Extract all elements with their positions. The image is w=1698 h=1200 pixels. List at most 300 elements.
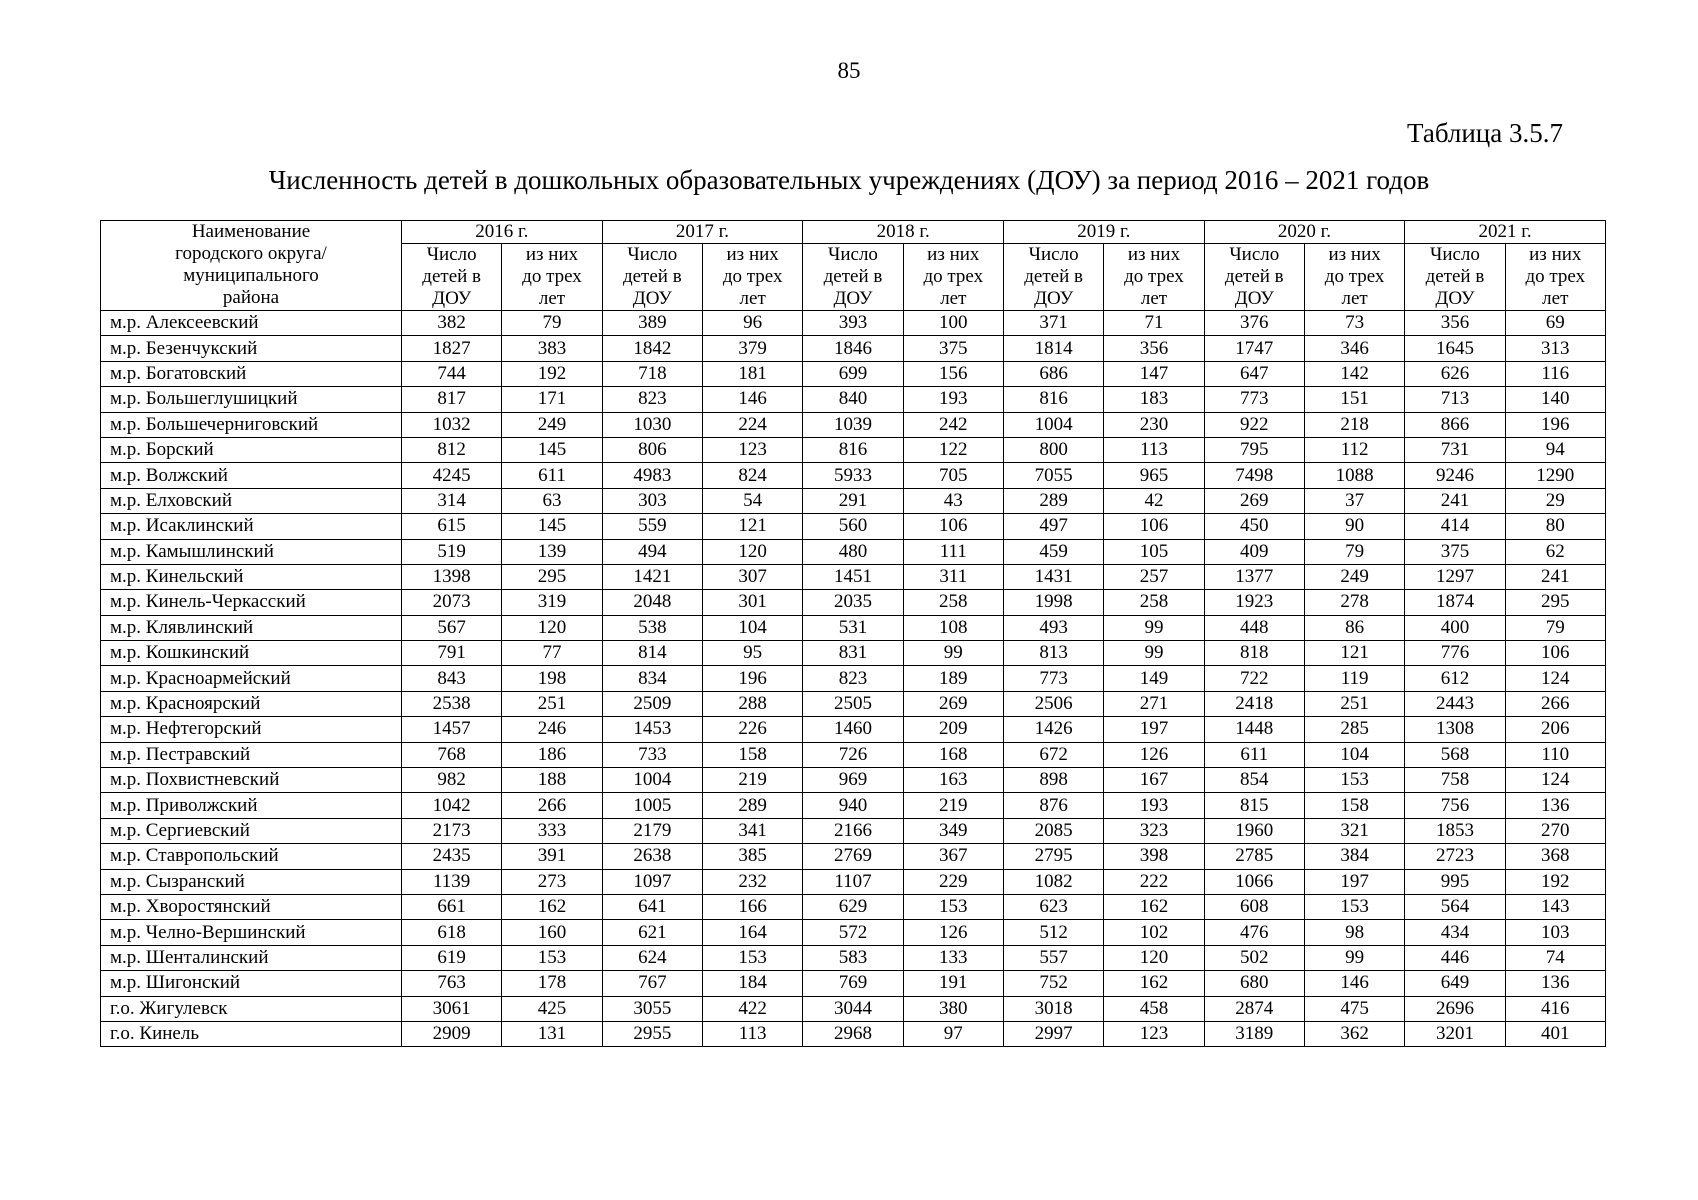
under-three-cell: 96: [702, 311, 802, 336]
total-children-cell: 731: [1405, 437, 1505, 462]
table-row: [101, 437, 1606, 462]
total-children-cell: 922: [1204, 412, 1304, 437]
total-children-cell: 459: [1003, 539, 1103, 564]
under-three-cell: 188: [502, 768, 602, 793]
name-header-line: муниципального: [183, 265, 319, 286]
under-three-cell: 341: [702, 818, 802, 843]
district-name-cell: м.р. Красноармейский: [101, 666, 402, 691]
under-three-cell: 153: [702, 945, 802, 970]
district-name-cell: м.р. Кинельский: [101, 564, 402, 589]
under-three-cell: 126: [1104, 742, 1204, 767]
under-three-cell: 71: [1104, 311, 1204, 336]
total-children-cell: 1645: [1405, 336, 1505, 361]
total-children-cell: 831: [803, 641, 903, 666]
under-three-cell: 164: [702, 920, 802, 945]
under-three-cell: 149: [1104, 666, 1204, 691]
table-row: [101, 412, 1606, 437]
under-three-header: [502, 244, 602, 311]
under-three-cell: 301: [702, 590, 802, 615]
table-row: [101, 844, 1606, 869]
total-children-cell: 611: [1204, 742, 1304, 767]
under-three-cell: 192: [1505, 869, 1605, 894]
under-three-cell: 611: [502, 463, 602, 488]
under-three-cell: 273: [502, 869, 602, 894]
under-three-cell: 383: [502, 336, 602, 361]
under-three-cell: 295: [1505, 590, 1605, 615]
total-children-cell: 995: [1405, 869, 1505, 894]
under-three-cell: 258: [1104, 590, 1204, 615]
table-row: [101, 945, 1606, 970]
total-children-cell: 768: [402, 742, 502, 767]
table-row: [101, 793, 1606, 818]
under-three-cell: 121: [702, 514, 802, 539]
total-children-cell: 1004: [1003, 412, 1103, 437]
under-three-cell: 266: [502, 793, 602, 818]
total-children-cell: 557: [1003, 945, 1103, 970]
district-name-cell: м.р. Камышлинский: [101, 539, 402, 564]
total-children-cell: 649: [1405, 971, 1505, 996]
subheader-line: из них: [927, 244, 980, 265]
table-row: [101, 666, 1606, 691]
under-three-cell: 153: [1304, 768, 1404, 793]
table-row: [101, 691, 1606, 716]
under-three-cell: 385: [702, 844, 802, 869]
subheader-line: из них: [726, 244, 779, 265]
total-children-cell: 289: [1003, 488, 1103, 513]
district-name-cell: м.р. Кинель-Черкасский: [101, 590, 402, 615]
total-children-cell: 512: [1003, 920, 1103, 945]
total-children-header: [1405, 244, 1505, 311]
total-children-cell: 559: [602, 514, 702, 539]
under-three-cell: 198: [502, 666, 602, 691]
under-three-cell: 178: [502, 971, 602, 996]
total-children-cell: 834: [602, 666, 702, 691]
under-three-cell: 249: [502, 412, 602, 437]
total-children-cell: 818: [1204, 641, 1304, 666]
under-three-cell: 257: [1104, 564, 1204, 589]
total-children-header: [602, 244, 702, 311]
under-three-cell: 124: [1505, 666, 1605, 691]
total-children-cell: 2179: [602, 818, 702, 843]
under-three-header: [903, 244, 1003, 311]
year-header: 2017 г.: [602, 221, 803, 244]
subheader-line: из них: [1328, 244, 1381, 265]
under-three-cell: 384: [1304, 844, 1404, 869]
total-children-cell: 2696: [1405, 996, 1505, 1021]
total-children-cell: 1097: [602, 869, 702, 894]
district-name-cell: м.р. Волжский: [101, 463, 402, 488]
under-three-cell: 113: [1104, 437, 1204, 462]
subheader-line: детей в: [1425, 266, 1485, 287]
total-children-header: [1204, 244, 1304, 311]
table-title: Численность детей в дошкольных образовательных учреждениях (ДОУ) за период 2016 – 2021 годов: [268, 165, 1430, 195]
total-children-cell: 1451: [803, 564, 903, 589]
district-name-cell: м.р. Нефтегорский: [101, 717, 402, 742]
name-column-header: [101, 221, 402, 311]
total-children-cell: 1005: [602, 793, 702, 818]
under-three-cell: 106: [903, 514, 1003, 539]
total-children-cell: 572: [803, 920, 903, 945]
under-three-cell: 80: [1505, 514, 1605, 539]
total-children-cell: 2909: [402, 1021, 502, 1046]
under-three-cell: 229: [903, 869, 1003, 894]
total-children-cell: 1107: [803, 869, 903, 894]
subheader-line: лет: [538, 288, 566, 309]
total-children-cell: 618: [402, 920, 502, 945]
under-three-cell: 219: [903, 793, 1003, 818]
table-row: [101, 768, 1606, 793]
total-children-cell: 2723: [1405, 844, 1505, 869]
subheader-line: лет: [739, 288, 766, 309]
under-three-cell: 289: [702, 793, 802, 818]
under-three-cell: 193: [903, 387, 1003, 412]
year-header: 2018 г.: [803, 221, 1004, 244]
under-three-cell: 94: [1505, 437, 1605, 462]
district-name-cell: м.р. Большечерниговский: [101, 412, 402, 437]
district-name-cell: м.р. Приволжский: [101, 793, 402, 818]
under-three-cell: 74: [1505, 945, 1605, 970]
under-three-cell: 197: [1104, 717, 1204, 742]
district-name-cell: м.р. Шенталинский: [101, 945, 402, 970]
total-children-cell: 2073: [402, 590, 502, 615]
district-name-cell: г.о. Жигулевск: [101, 996, 402, 1021]
total-children-cell: 806: [602, 437, 702, 462]
under-three-header: [1505, 244, 1605, 311]
under-three-cell: 191: [903, 971, 1003, 996]
under-three-cell: 242: [903, 412, 1003, 437]
under-three-cell: 153: [903, 894, 1003, 919]
under-three-cell: 232: [702, 869, 802, 894]
under-three-cell: 145: [502, 437, 602, 462]
total-children-cell: 621: [602, 920, 702, 945]
total-children-cell: 531: [803, 615, 903, 640]
under-three-cell: 184: [702, 971, 802, 996]
district-name-cell: м.р. Алексеевский: [101, 311, 402, 336]
total-children-cell: 1039: [803, 412, 903, 437]
under-three-cell: 166: [702, 894, 802, 919]
total-children-cell: 409: [1204, 539, 1304, 564]
district-name-cell: м.р. Красноярский: [101, 691, 402, 716]
total-children-cell: 1853: [1405, 818, 1505, 843]
total-children-cell: 823: [602, 387, 702, 412]
under-three-cell: 146: [1304, 971, 1404, 996]
year-header: 2020 г.: [1204, 221, 1405, 244]
under-three-cell: 140: [1505, 387, 1605, 412]
under-three-cell: 192: [502, 361, 602, 386]
under-three-cell: 251: [502, 691, 602, 716]
district-name-cell: м.р. Похвистневский: [101, 768, 402, 793]
under-three-cell: 206: [1505, 717, 1605, 742]
total-children-cell: 2443: [1405, 691, 1505, 716]
under-three-cell: 126: [903, 920, 1003, 945]
under-three-cell: 79: [1304, 539, 1404, 564]
total-children-cell: 791: [402, 641, 502, 666]
under-three-cell: 79: [502, 311, 602, 336]
under-three-cell: 258: [903, 590, 1003, 615]
subheader-line: Число: [1229, 244, 1280, 265]
under-three-cell: 362: [1304, 1021, 1404, 1046]
total-children-cell: 560: [803, 514, 903, 539]
under-three-cell: 122: [903, 437, 1003, 462]
total-children-cell: 389: [602, 311, 702, 336]
subheader-line: до трех: [722, 266, 783, 287]
under-three-cell: 197: [1304, 869, 1404, 894]
total-children-cell: 1457: [402, 717, 502, 742]
under-three-cell: 29: [1505, 488, 1605, 513]
table-row: [101, 514, 1606, 539]
total-children-cell: 1297: [1405, 564, 1505, 589]
under-three-cell: 222: [1104, 869, 1204, 894]
total-children-cell: 769: [803, 971, 903, 996]
total-children-cell: 940: [803, 793, 903, 818]
table-row: [101, 488, 1606, 513]
subheader-line: детей в: [823, 266, 883, 287]
under-three-cell: 106: [1505, 641, 1605, 666]
under-three-cell: 401: [1505, 1021, 1605, 1046]
subheader-line: ДОУ: [432, 288, 472, 309]
under-three-cell: 349: [903, 818, 1003, 843]
under-three-cell: 167: [1104, 768, 1204, 793]
under-three-cell: 147: [1104, 361, 1204, 386]
under-three-cell: 146: [702, 387, 802, 412]
under-three-cell: 321: [1304, 818, 1404, 843]
under-three-header: [1304, 244, 1404, 311]
total-children-cell: 840: [803, 387, 903, 412]
total-children-cell: 1421: [602, 564, 702, 589]
table-row: [101, 818, 1606, 843]
under-three-cell: 77: [502, 641, 602, 666]
year-header: 2021 г.: [1405, 221, 1606, 244]
total-children-cell: 1842: [602, 336, 702, 361]
total-children-cell: 291: [803, 488, 903, 513]
total-children-cell: 1874: [1405, 590, 1505, 615]
total-children-cell: 9246: [1405, 463, 1505, 488]
under-three-cell: 162: [502, 894, 602, 919]
under-three-cell: 108: [903, 615, 1003, 640]
table-row: [101, 971, 1606, 996]
total-children-cell: 519: [402, 539, 502, 564]
table-header: [101, 221, 1606, 311]
total-children-cell: 502: [1204, 945, 1304, 970]
under-three-cell: 99: [1304, 945, 1404, 970]
under-three-cell: 181: [702, 361, 802, 386]
under-three-cell: 368: [1505, 844, 1605, 869]
total-children-cell: 1814: [1003, 336, 1103, 361]
total-children-cell: 493: [1003, 615, 1103, 640]
total-children-cell: 758: [1405, 768, 1505, 793]
district-name-cell: м.р. Богатовский: [101, 361, 402, 386]
under-three-cell: 99: [903, 641, 1003, 666]
total-children-cell: 1998: [1003, 590, 1103, 615]
total-children-cell: 672: [1003, 742, 1103, 767]
under-three-cell: 110: [1505, 742, 1605, 767]
under-three-cell: 285: [1304, 717, 1404, 742]
under-three-cell: 99: [1104, 615, 1204, 640]
total-children-cell: 476: [1204, 920, 1304, 945]
total-children-cell: 615: [402, 514, 502, 539]
district-name-cell: г.о. Кинель: [101, 1021, 402, 1046]
total-children-cell: 982: [402, 768, 502, 793]
total-children-cell: 2509: [602, 691, 702, 716]
total-children-cell: 1066: [1204, 869, 1304, 894]
under-three-cell: 269: [903, 691, 1003, 716]
subheader-line: детей в: [422, 266, 482, 287]
total-children-cell: 4983: [602, 463, 702, 488]
under-three-cell: 183: [1104, 387, 1204, 412]
total-children-cell: 812: [402, 437, 502, 462]
table-row: [101, 717, 1606, 742]
under-three-cell: 43: [903, 488, 1003, 513]
total-children-cell: 1460: [803, 717, 903, 742]
under-three-cell: 356: [1104, 336, 1204, 361]
subheader-line: из них: [525, 244, 579, 265]
under-three-cell: 379: [702, 336, 802, 361]
total-children-cell: 843: [402, 666, 502, 691]
total-children-cell: 564: [1405, 894, 1505, 919]
under-three-cell: 333: [502, 818, 602, 843]
under-three-cell: 186: [502, 742, 602, 767]
total-children-cell: 814: [602, 641, 702, 666]
total-children-cell: 567: [402, 615, 502, 640]
total-children-cell: 795: [1204, 437, 1304, 462]
total-children-cell: 3044: [803, 996, 903, 1021]
table-row: [101, 1021, 1606, 1046]
total-children-cell: 815: [1204, 793, 1304, 818]
total-children-cell: 773: [1204, 387, 1304, 412]
total-children-cell: 2166: [803, 818, 903, 843]
under-three-cell: 136: [1505, 971, 1605, 996]
under-three-cell: 158: [702, 742, 802, 767]
total-children-cell: 2997: [1003, 1021, 1103, 1046]
total-children-cell: 371: [1003, 311, 1103, 336]
table-row: [101, 641, 1606, 666]
total-children-header: [402, 244, 502, 311]
under-three-cell: 113: [702, 1021, 802, 1046]
under-three-cell: 99: [1104, 641, 1204, 666]
total-children-header: [803, 244, 903, 311]
district-name-cell: м.р. Кошкинский: [101, 641, 402, 666]
total-children-cell: 752: [1003, 971, 1103, 996]
subheader-line: из них: [1127, 244, 1181, 265]
total-children-cell: 3018: [1003, 996, 1103, 1021]
total-children-cell: 3189: [1204, 1021, 1304, 1046]
under-three-cell: 145: [502, 514, 602, 539]
name-header-line: Наименование: [191, 221, 311, 242]
under-three-cell: 375: [903, 336, 1003, 361]
under-three-cell: 271: [1104, 691, 1204, 716]
total-children-cell: 718: [602, 361, 702, 386]
under-three-cell: 136: [1505, 793, 1605, 818]
total-children-cell: 629: [803, 894, 903, 919]
subheader-line: ДОУ: [833, 288, 873, 309]
subheader-line: ДОУ: [632, 288, 672, 309]
under-three-cell: 1088: [1304, 463, 1404, 488]
under-three-cell: 171: [502, 387, 602, 412]
total-children-cell: 1082: [1003, 869, 1103, 894]
total-children-cell: 2785: [1204, 844, 1304, 869]
total-children-cell: 744: [402, 361, 502, 386]
total-children-cell: 1308: [1405, 717, 1505, 742]
total-children-cell: 661: [402, 894, 502, 919]
total-children-cell: 756: [1405, 793, 1505, 818]
total-children-cell: 623: [1003, 894, 1103, 919]
total-children-cell: 1960: [1204, 818, 1304, 843]
under-three-cell: 241: [1505, 564, 1605, 589]
subheader-line: из них: [1529, 244, 1582, 265]
under-three-cell: 151: [1304, 387, 1404, 412]
total-children-cell: 1846: [803, 336, 903, 361]
total-children-cell: 1042: [402, 793, 502, 818]
total-children-cell: 568: [1405, 742, 1505, 767]
under-three-header: [1104, 244, 1204, 311]
total-children-cell: 375: [1405, 539, 1505, 564]
total-children-cell: 1431: [1003, 564, 1103, 589]
table-row: [101, 742, 1606, 767]
under-three-cell: 196: [1505, 412, 1605, 437]
total-children-cell: 969: [803, 768, 903, 793]
table-row: [101, 336, 1606, 361]
total-children-cell: 3061: [402, 996, 502, 1021]
table-row: [101, 615, 1606, 640]
under-three-cell: 95: [702, 641, 802, 666]
total-children-cell: 876: [1003, 793, 1103, 818]
total-children-cell: 2795: [1003, 844, 1103, 869]
under-three-cell: 143: [1505, 894, 1605, 919]
under-three-cell: 133: [903, 945, 1003, 970]
table-row: [101, 361, 1606, 386]
subheader-line: до трех: [1324, 266, 1385, 287]
total-children-cell: 480: [803, 539, 903, 564]
total-children-cell: 538: [602, 615, 702, 640]
total-children-cell: 1453: [602, 717, 702, 742]
under-three-cell: 97: [903, 1021, 1003, 1046]
under-three-cell: 278: [1304, 590, 1404, 615]
under-three-cell: 246: [502, 717, 602, 742]
total-children-cell: 400: [1405, 615, 1505, 640]
under-three-cell: 295: [502, 564, 602, 589]
subheader-line: детей в: [622, 266, 682, 287]
total-children-cell: 619: [402, 945, 502, 970]
total-children-cell: 1030: [602, 412, 702, 437]
total-children-cell: 450: [1204, 514, 1304, 539]
total-children-cell: 303: [602, 488, 702, 513]
under-three-cell: 319: [502, 590, 602, 615]
table-row: [101, 387, 1606, 412]
total-children-cell: 2435: [402, 844, 502, 869]
under-three-cell: 123: [702, 437, 802, 462]
under-three-cell: 63: [502, 488, 602, 513]
table-row: [101, 996, 1606, 1021]
under-three-cell: 131: [502, 1021, 602, 1046]
under-three-cell: 142: [1304, 361, 1404, 386]
subheader-line: ДОУ: [1234, 288, 1274, 309]
subheader-line: Число: [1028, 244, 1079, 265]
total-children-cell: 726: [803, 742, 903, 767]
total-children-cell: 1827: [402, 336, 502, 361]
total-children-header: [1003, 244, 1103, 311]
total-children-cell: 767: [602, 971, 702, 996]
district-name-cell: м.р. Челно-Вершинский: [101, 920, 402, 945]
total-children-cell: 2538: [402, 691, 502, 716]
under-three-cell: 209: [903, 717, 1003, 742]
under-three-cell: 824: [702, 463, 802, 488]
subheader-line: Число: [627, 244, 678, 265]
under-three-cell: 120: [502, 615, 602, 640]
table-body: [101, 311, 1606, 1047]
total-children-cell: 898: [1003, 768, 1103, 793]
under-three-cell: 121: [1304, 641, 1404, 666]
table-label: Таблица 3.5.7: [1407, 118, 1563, 148]
